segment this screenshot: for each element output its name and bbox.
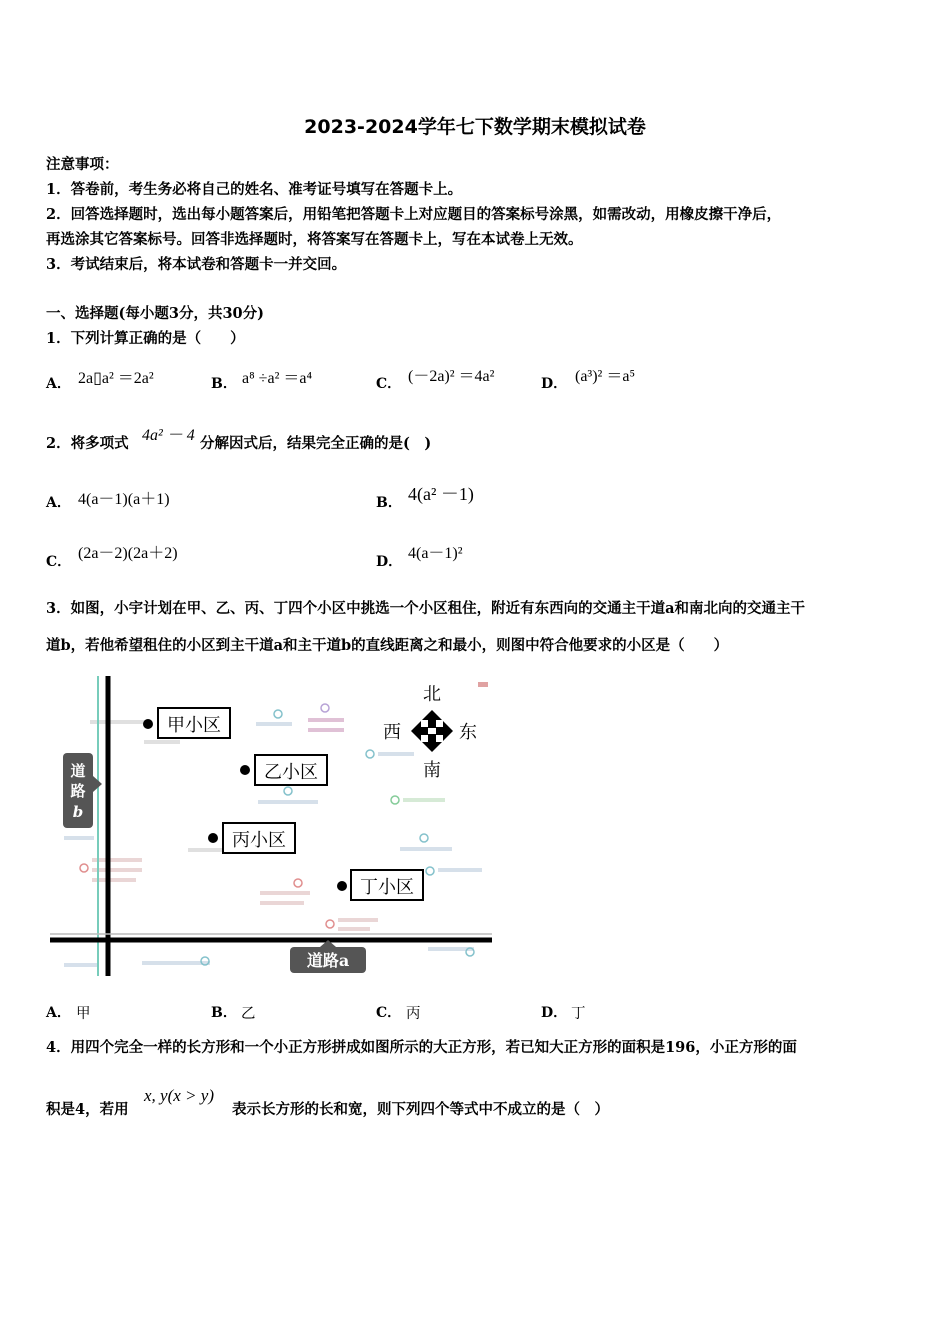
q2-option-c-label: C． [46, 554, 72, 570]
question-4-stem-expr: x, y(x > y) [144, 1086, 214, 1105]
road-b-label-char: 路 [70, 782, 86, 800]
district-bing-label: 丙小区 [232, 830, 286, 851]
road-a-label: 道路a [306, 951, 350, 970]
q1-option-a-label: A． [46, 376, 71, 392]
q2-option-b-label: B． [376, 495, 402, 511]
district-yi-dot [240, 765, 250, 775]
question-2-stem-pre: 2．将多项式 [46, 435, 129, 452]
notice-item: 3．考试结束后，将本试卷和答题卡一并交回。 [46, 256, 347, 273]
q3-option-b-text: 乙 [241, 1006, 256, 1022]
q3-option-a-label: A． [46, 1005, 71, 1021]
q2-option-b-expr: 4(a² －1) [408, 484, 474, 504]
road-b-label-char: b [72, 803, 84, 821]
q3-option-c-label: C． [376, 1005, 402, 1021]
notice-heading: 注意事项： [46, 156, 119, 173]
q1-option-d-expr: (a³)² ＝a⁵ [575, 368, 636, 385]
compass-icon [411, 710, 453, 752]
compass-west: 西 [383, 722, 401, 743]
q2-option-a-label: A． [46, 495, 71, 511]
question-4-stem-post: 表示长方形的长和宽，则下列四个等式中不成立的是（ ） [232, 1101, 609, 1118]
q3-option-b-label: B． [211, 1005, 237, 1021]
notice-item: 1．答卷前，考生务必将自己的姓名、准考证号填写在答题卡上。 [46, 181, 463, 198]
q3-option-c-text: 丙 [406, 1006, 421, 1022]
compass-east: 东 [459, 722, 477, 743]
q1-option-b-expr: a⁸ ÷a² ＝a⁴ [242, 370, 313, 387]
compass-south: 南 [423, 760, 441, 781]
q1-option-a-expr: 2a▯a² ＝2a² [78, 370, 154, 387]
q3-option-a-text: 甲 [76, 1006, 91, 1022]
q3-option-d-label: D． [541, 1005, 568, 1021]
road-b-label-char: 道 [70, 762, 86, 780]
q2-option-c-expr: (2a－2)(2a＋2) [78, 545, 178, 562]
page-title: 2023-2024学年七下数学期末模拟试卷 [304, 116, 646, 138]
q1-option-d-label: D． [541, 376, 568, 392]
question-4-stem-line1: 4．用四个完全一样的长方形和一个小正方形拼成如图所示的大正方形，若已知大正方形的面积是196，小正方形的面 [46, 1039, 797, 1056]
question-3-stem-line2: 道b，若他希望租住的小区到主干道a和主干道b的直线距离之和最小，则图中符合他要求的小区是（ ） [46, 637, 729, 654]
notice-item: 2．回答选择题时，选出每小题答案后，用铅笔把答题卡上对应题目的答案标号涂黑，如需改动，用橡皮擦干净后， [46, 206, 782, 223]
q2-option-d-expr: 4(a－1)² [408, 545, 463, 562]
district-ding-label: 丁小区 [360, 877, 414, 898]
question-2-stem-expr: 4a² － 4 [142, 427, 195, 444]
compass-north: 北 [423, 684, 441, 705]
district-map [50, 676, 492, 976]
q3-option-d-text: 丁 [571, 1006, 586, 1022]
q2-option-a-expr: 4(a－1)(a＋1) [78, 491, 170, 508]
district-yi-label: 乙小区 [264, 762, 318, 783]
q1-option-b-label: B． [211, 376, 237, 392]
district-jia-label: 甲小区 [167, 715, 221, 736]
question-2-stem-post: 分解因式后，结果完全正确的是( ) [200, 435, 432, 452]
district-ding-dot [337, 881, 347, 891]
question-3-stem-line1: 3．如图，小宇计划在甲、乙、丙、丁四个小区中挑选一个小区租住，附近有东西向的交通主干道a和南北向的交通主干 [46, 600, 805, 617]
question-4-stem-pre: 积是4，若用 [46, 1101, 129, 1118]
q1-option-c-expr: (－2a)² ＝4a² [408, 368, 495, 385]
notice-item: 再选涂其它答案标号。回答非选择题时，将答案写在答题卡上，写在本试卷上无效。 [46, 231, 583, 248]
q1-option-c-label: C． [376, 376, 402, 392]
district-bing-dot [208, 833, 218, 843]
question-1-stem: 1．下列计算正确的是（ ） [46, 330, 245, 347]
q2-option-d-label: D． [376, 554, 403, 570]
section-heading: 一、选择题(每小题3分，共30分) [46, 305, 264, 322]
district-jia-dot [143, 719, 153, 729]
